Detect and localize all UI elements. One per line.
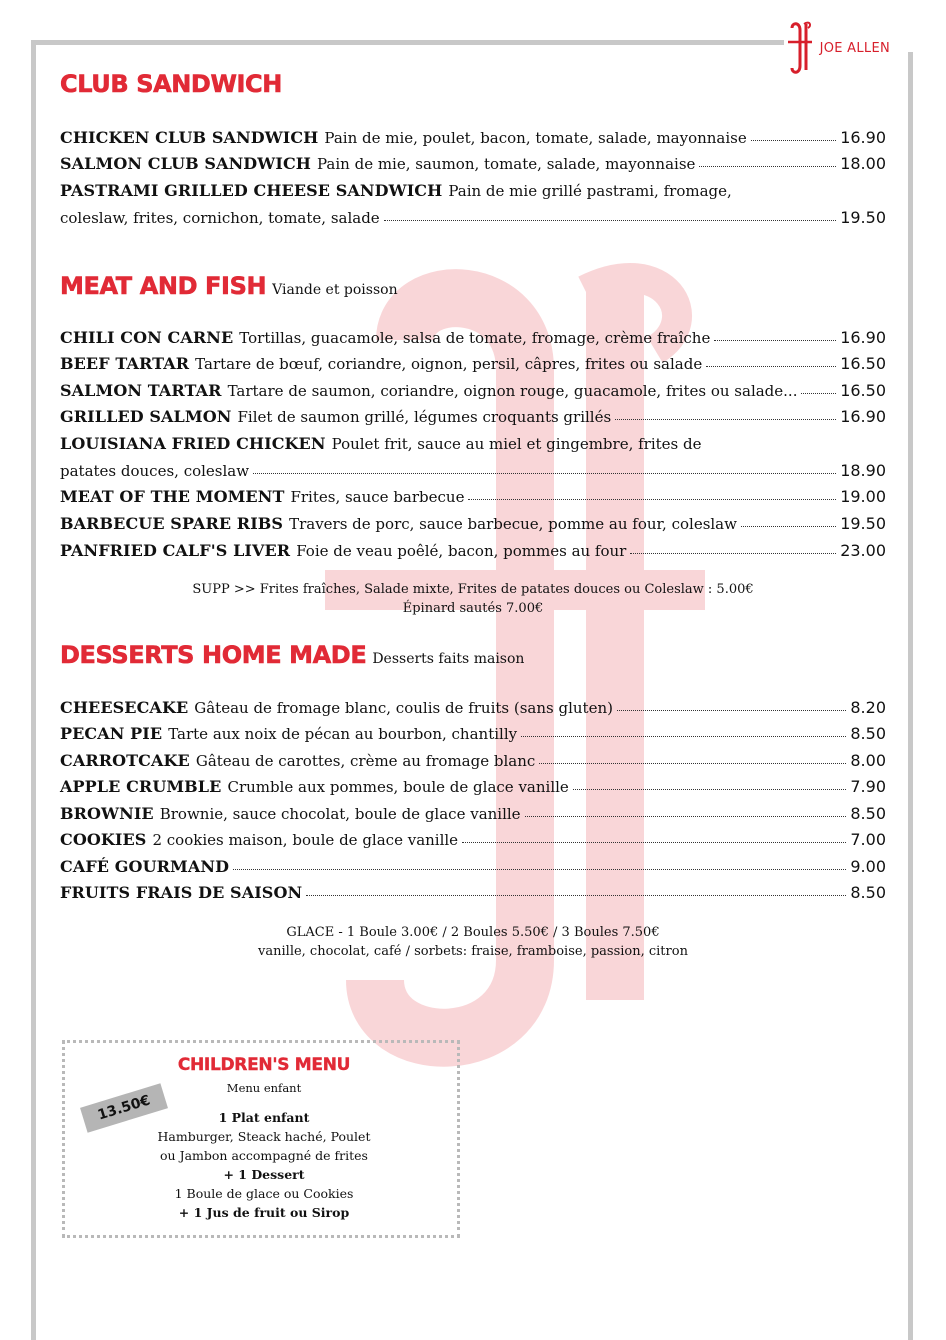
- section-title-desserts: DESSERTS HOME MADE Desserts faits maison: [60, 641, 525, 669]
- menu-item: CHICKEN CLUB SANDWICH Pain de mie, poulet, bacon, tomate, salade, mayonnaise 16.90: [60, 128, 886, 147]
- menu-item: SALMON TARTAR Tartare de saumon, coriandre, oignon rouge, guacamole, frites ou salade... 16.50: [60, 381, 886, 400]
- menu-item: SALMON CLUB SANDWICH Pain de mie, saumon, tomate, salade, mayonnaise 18.00: [60, 154, 886, 173]
- menu-item: GRILLED SALMON Filet de saumon grillé, légumes croquants grillés 16.90: [60, 407, 886, 426]
- menu-item: BROWNIE Brownie, sauce chocolat, boule de glace vanille 8.50: [60, 804, 886, 823]
- childrens-menu-box: [62, 1040, 460, 1238]
- brand-name: JOE ALLEN: [819, 40, 890, 56]
- menu-item: CHILI CON CARNE Tortillas, guacamole, salsa de tomate, fromage, crème fraîche 16.90: [60, 328, 886, 347]
- menu-item: FRUITS FRAIS DE SAISON 8.50: [60, 883, 886, 902]
- menu-item: MEAT OF THE MOMENT Frites, sauce barbecue 19.00: [60, 487, 886, 506]
- childrens-menu-price-tag: 13.50€: [80, 1083, 168, 1132]
- menu-item: PASTRAMI GRILLED CHEESE SANDWICH Pain de mie grillé pastrami, fromage,: [60, 181, 732, 200]
- menu-item: LOUISIANA FRIED CHICKEN Poulet frit, sauce au miel et gingembre, frites de: [60, 434, 702, 453]
- menu-item-cont: patates douces, coleslaw 18.90: [60, 461, 886, 480]
- childrens-menu-details: Menu enfant 1 Plat enfant Hamburger, Steack haché, Poulet ou Jambon accompagné de frites + 1 Dessert 1 Boule de glace ou Cookies + 1 Jus de fruit ou Sirop: [157, 1081, 371, 1220]
- menu-item: CAFÉ GOURMAND 9.00: [60, 857, 886, 876]
- menu-item: APPLE CRUMBLE Crumble aux pommes, boule de glace vanille 7.90: [60, 777, 886, 796]
- childrens-menu-title: CHILDREN'S MENU: [177, 1055, 351, 1075]
- menu-item: CHEESECAKE Gâteau de fromage blanc, coulis de fruits (sans gluten) 8.20: [60, 698, 886, 717]
- joe-allen-logo-icon: [786, 18, 814, 78]
- supplement-note: SUPP >> Frites fraîches, Salade mixte, Frites de patates douces ou Coleslaw : 5.00€ Épinard sautés 7.00€: [192, 582, 754, 616]
- menu-item: PECAN PIE Tarte aux noix de pécan au bourbon, chantilly 8.50: [60, 724, 886, 743]
- menu-item: BEEF TARTAR Tartare de bœuf, coriandre, oignon, persil, câpres, frites ou salade 16.50: [60, 354, 886, 373]
- menu-item: BARBECUE SPARE RIBS Travers de porc, sauce barbecue, pomme au four, coleslaw 19.50: [60, 514, 886, 533]
- section-title-meat: MEAT AND FISH Viande et poisson: [60, 272, 398, 300]
- menu-item: COOKIES 2 cookies maison, boule de glace vanille 7.00: [60, 830, 886, 849]
- ice-cream-note: GLACE - 1 Boule 3.00€ / 2 Boules 5.50€ / 3 Boules 7.50€ vanille, chocolat, café / sorbets: fraise, framboise, passion, citron: [258, 925, 688, 959]
- section-title-club: CLUB SANDWICH: [60, 70, 282, 98]
- menu-item: PANFRIED CALF'S LIVER Foie de veau poêlé, bacon, pommes au four 23.00: [60, 541, 886, 560]
- menu-item-cont: coleslaw, frites, cornichon, tomate, salade 19.50: [60, 208, 886, 227]
- brand-logo: [786, 18, 890, 78]
- menu-item: CARROTCAKE Gâteau de carottes, crème au fromage blanc 8.00: [60, 751, 886, 770]
